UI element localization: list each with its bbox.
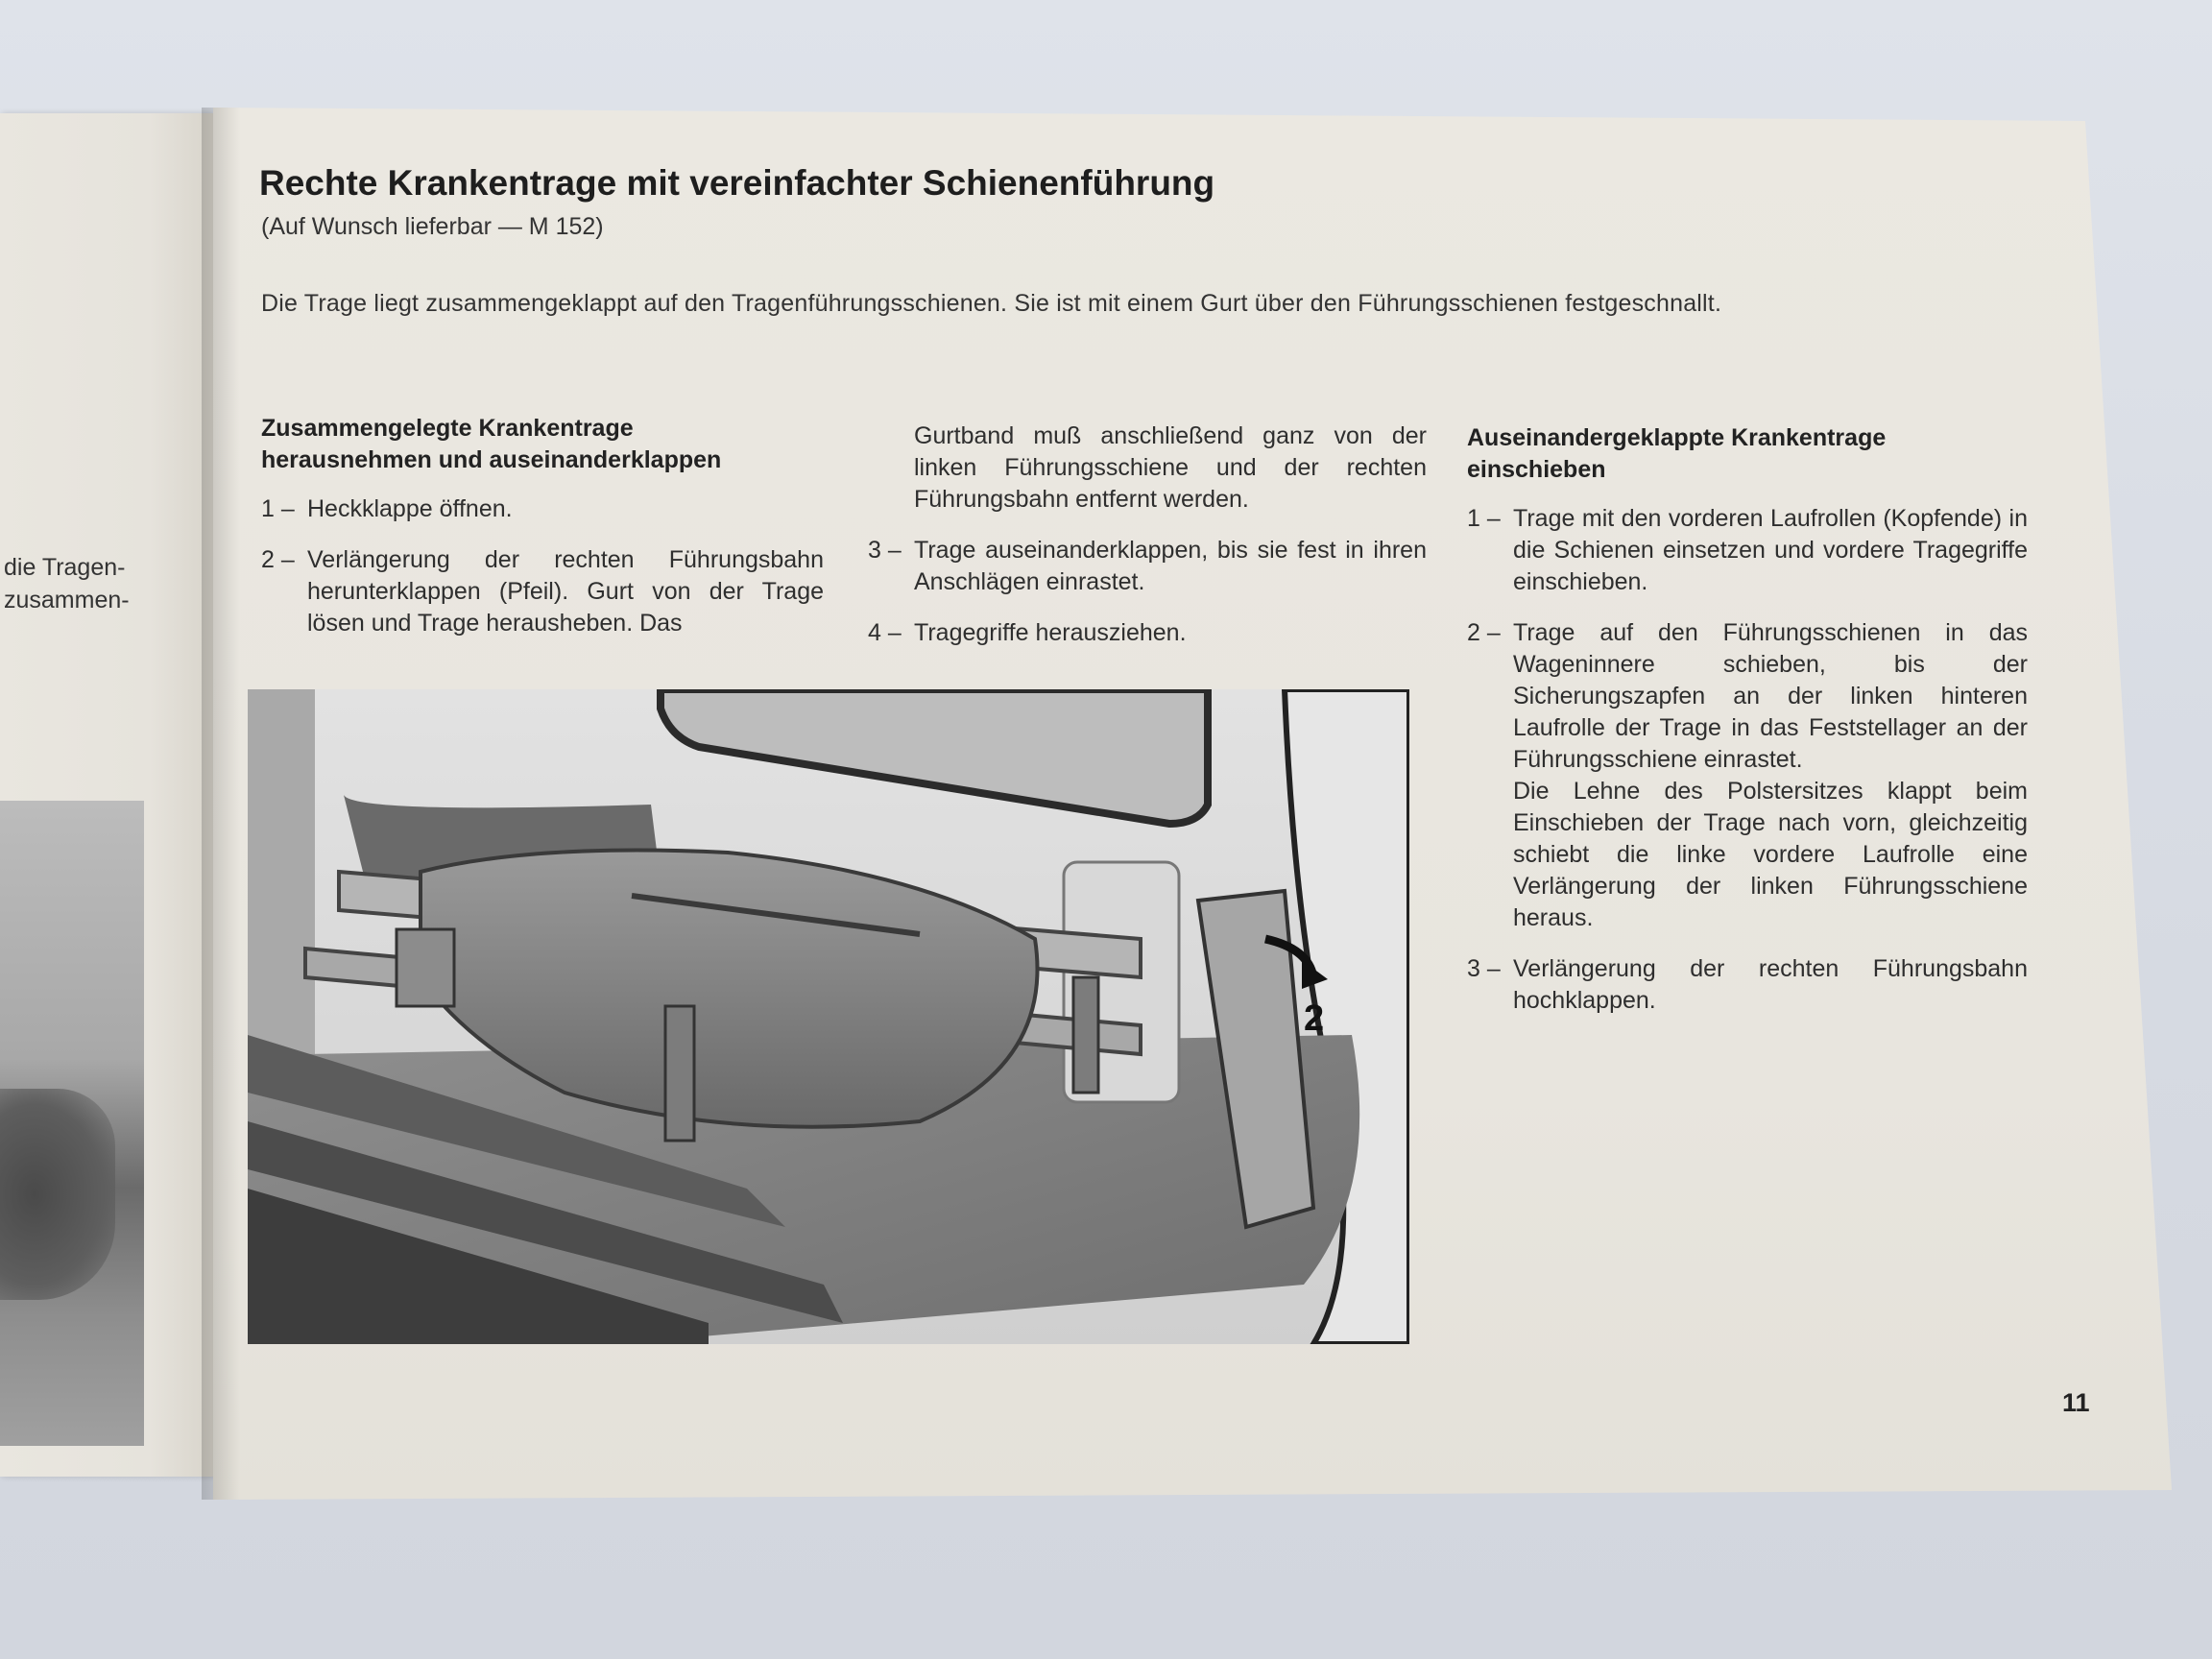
instruction-step <box>261 493 824 525</box>
left-page-fragment: zusammen- <box>4 587 130 613</box>
step-number: 1 – <box>1467 505 1501 532</box>
step-text: Trage auseinanderklappen, bis sie fest in ihren Anschlägen einrastet. <box>914 537 1427 595</box>
step-text-group <box>1513 617 2028 934</box>
section-heading <box>1467 422 2028 486</box>
left-photo-arm <box>0 1089 115 1300</box>
step-text: Heckklappe öffnen. <box>307 495 513 522</box>
book-gutter <box>202 108 240 1500</box>
stretcher-handle-left <box>397 929 454 1006</box>
step-number: 2 – <box>1467 619 1501 646</box>
stretcher-leg <box>665 1006 694 1141</box>
step-number: 3 – <box>1467 955 1501 982</box>
page-number: 11 <box>2062 1388 2090 1417</box>
stretcher-photo <box>248 689 1409 1344</box>
step-text: Die Lehne des Polstersitzes klappt beim Einschieben der Trage nach vorn, gleichzeitig schiebt die linke vordere Laufrolle eine Verlängerung der linken Führungsschiene heraus. <box>1513 778 2028 931</box>
left-page-photo <box>0 801 144 1446</box>
left-page-fragment: die Tragen- <box>4 554 126 581</box>
instruction-step <box>1467 953 2028 1017</box>
section-remove-unfold <box>261 413 824 659</box>
step-text: Verlängerung der rechten Führungsbahn hochklappen. <box>1513 955 2028 1014</box>
continued-text: Gurtband muß anschließend ganz von der linken Führungsschiene und der rechten Führungsbahn entfernt werden. <box>914 422 1427 513</box>
page-subtitle: (Auf Wunsch lieferbar — M 152) <box>261 213 604 240</box>
stretcher-leg <box>1073 977 1098 1093</box>
section-heading-line: Zusammengelegte Krankentrage <box>261 415 634 442</box>
instruction-step <box>868 535 1427 598</box>
section-continuation <box>868 421 1427 668</box>
page-title: Rechte Krankentrage mit vereinfachter Schienenführung <box>259 163 1215 203</box>
stretcher-photo-drawing <box>248 689 1409 1344</box>
step-number: 3 – <box>868 537 902 564</box>
section-heading-line: einschieben <box>1467 456 1606 483</box>
instruction-step <box>1467 617 2028 934</box>
step-number: 1 – <box>261 495 295 522</box>
instruction-step <box>261 544 824 639</box>
step-text: Trage mit den vorderen Laufrollen (Kopfende) in die Schienen einsetzen und vordere Tragegriffe einschieben. <box>1513 505 2028 595</box>
instruction-step <box>1467 503 2028 598</box>
section-heading-line: Auseinandergeklappte Krankentrage <box>1467 424 1887 451</box>
step-text: Trage auf den Führungsschienen in das Wageninnere schieben, bis der Sicherungszapfen an der linken hinteren Laufrolle der Trage in das Feststellager an der Führungsschiene einrastet. <box>1513 619 2028 773</box>
step-text: Verlängerung der rechten Führungsbahn herunterklappen (Pfeil). Gurt von der Trage lösen und Trage herausheben. Das <box>307 546 824 637</box>
instruction-step <box>868 617 1427 649</box>
step-text: Tragegriffe herausziehen. <box>914 619 1187 646</box>
photo-label: 2 <box>1304 998 1325 1039</box>
intro-paragraph: Die Trage liegt zusammengeklappt auf den Tragenführungsschienen. Sie ist mit einem Gurt über den Führungsschienen festgeschnallt. <box>261 290 1722 317</box>
left-page <box>0 113 213 1477</box>
step-number: 4 – <box>868 619 902 646</box>
section-heading-line: herausnehmen und auseinanderklappen <box>261 446 722 473</box>
step-number: 2 – <box>261 546 295 573</box>
section-insert-stretcher <box>1467 422 2028 1036</box>
section-heading <box>261 413 824 476</box>
